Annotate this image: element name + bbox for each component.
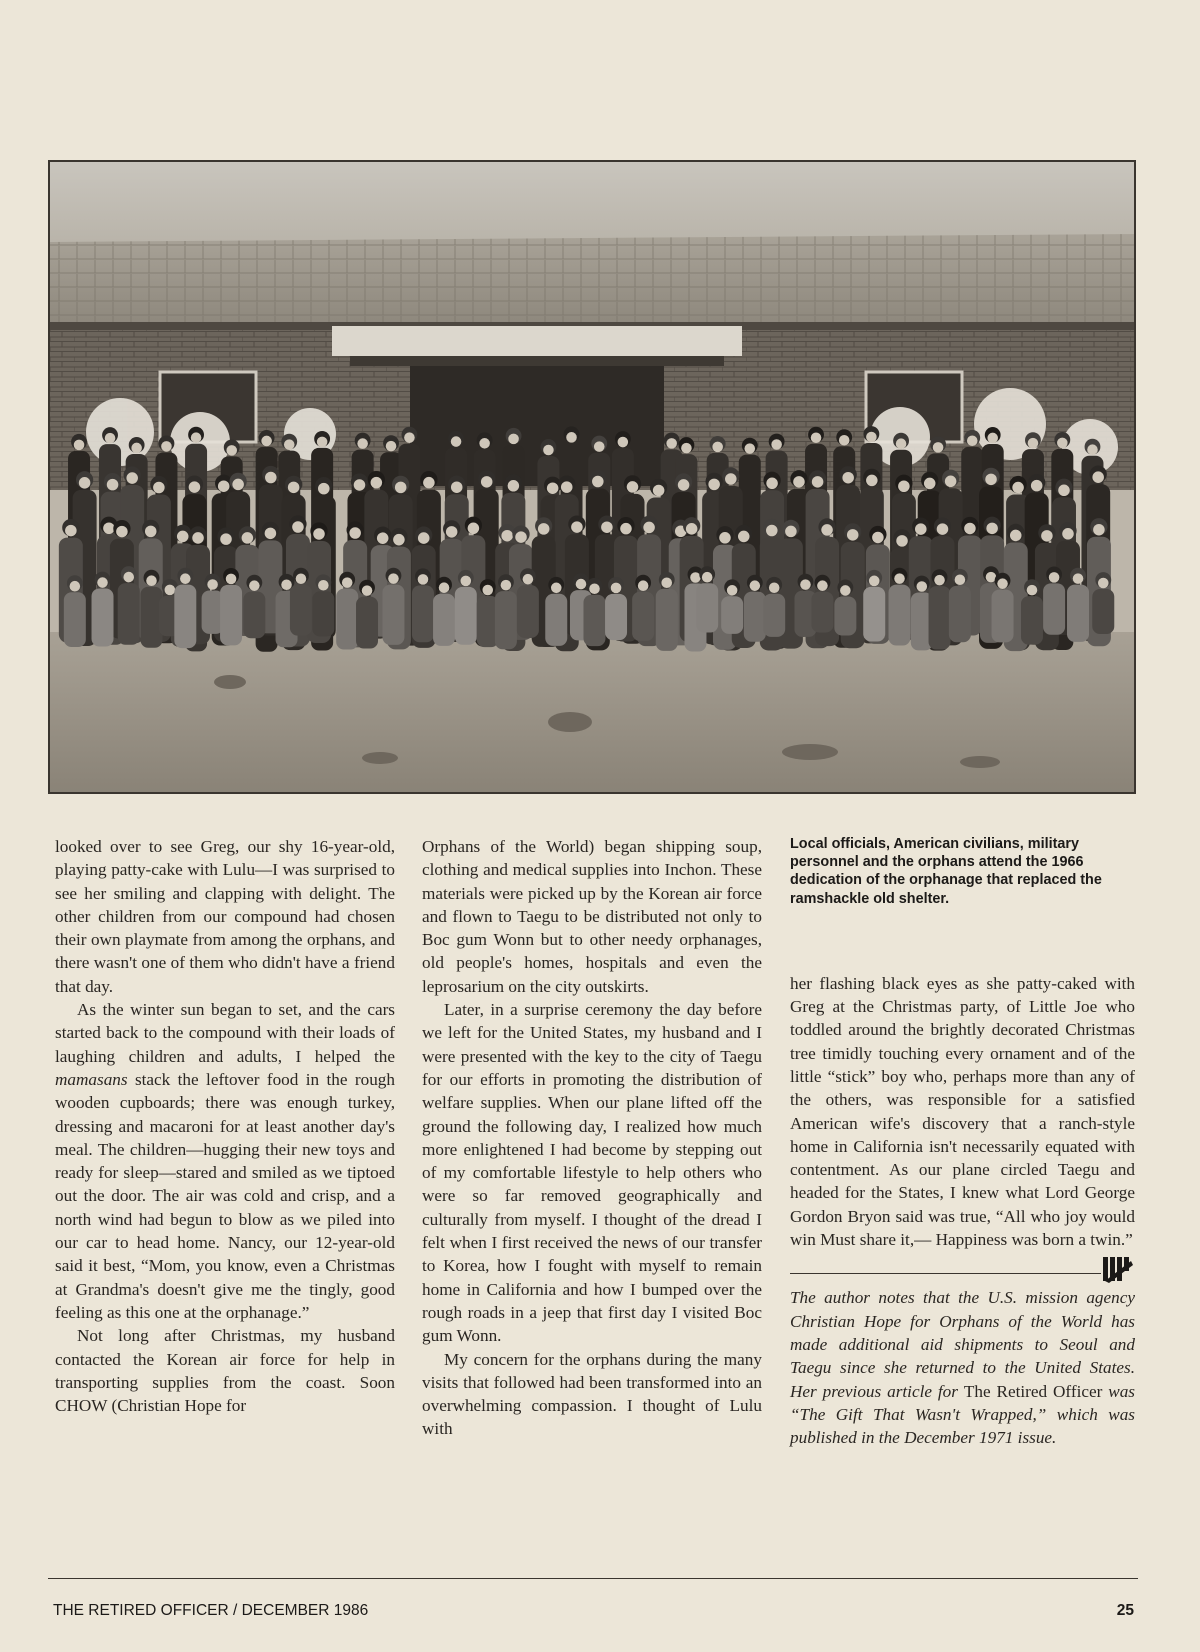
person-figure — [1021, 596, 1043, 644]
person-figure — [312, 591, 334, 636]
person-face — [1027, 585, 1038, 596]
person-face — [189, 481, 201, 493]
person-face — [661, 577, 672, 588]
person-figure — [605, 594, 627, 640]
person-face — [872, 532, 884, 544]
person-face — [538, 523, 550, 535]
person-face — [153, 482, 165, 494]
person-face — [515, 531, 527, 543]
author-note — [790, 1286, 1135, 1449]
person-figure — [1092, 589, 1114, 634]
person-face — [896, 535, 908, 547]
person-figure — [64, 592, 86, 647]
person-figure — [290, 585, 312, 636]
person-face — [817, 580, 828, 591]
person-face — [769, 582, 780, 593]
person-face — [226, 445, 237, 456]
person-face — [318, 483, 330, 495]
person-face — [79, 477, 91, 489]
person-face — [894, 573, 905, 584]
person-face — [126, 472, 138, 484]
person-face — [933, 442, 944, 453]
person-face — [678, 479, 690, 491]
footer-publication-title: THE RETIRED OFFICER / DECEMBER 1986 — [53, 1602, 369, 1619]
person-face — [601, 521, 613, 533]
person-face — [249, 580, 260, 591]
person-face — [1041, 530, 1053, 542]
person-face — [404, 432, 415, 443]
person-face — [842, 472, 854, 484]
sky — [50, 162, 1134, 242]
person-face — [866, 432, 877, 443]
person-face — [393, 534, 405, 546]
person-face — [571, 521, 583, 533]
person-face — [349, 527, 361, 539]
person-face — [690, 572, 701, 583]
person-face — [627, 481, 639, 493]
ground — [50, 632, 1134, 792]
person-face — [131, 443, 142, 454]
person-face — [594, 441, 605, 452]
person-face — [618, 437, 629, 448]
person-face — [869, 576, 880, 587]
person-face — [180, 573, 191, 584]
person-face — [242, 532, 254, 544]
person-figure — [834, 596, 856, 635]
entrance-canopy — [332, 326, 742, 356]
person-face — [317, 437, 328, 448]
person-face — [839, 435, 850, 446]
person-face — [543, 445, 554, 456]
person-face — [611, 583, 622, 594]
person-face — [1062, 528, 1074, 540]
person-figure — [455, 587, 477, 645]
person-face — [116, 526, 128, 538]
person-face — [898, 480, 910, 492]
person-face — [508, 434, 519, 445]
person-figure — [517, 585, 539, 638]
author-note-text: The author notes that the U.S. mission agency Christian Hope for Orphans of the World has made additional aid shipments to Seoul and Taegu since she returned to the United States. Her previous article for — [790, 1288, 1135, 1401]
article-column-1 — [55, 835, 395, 1417]
person-face — [840, 585, 851, 596]
person-face — [418, 574, 429, 585]
person-face — [1010, 530, 1022, 542]
person-face — [265, 528, 277, 540]
person-face — [418, 532, 430, 544]
person-figure — [863, 587, 885, 642]
person-face — [896, 438, 907, 449]
person-figure — [433, 594, 455, 646]
person-face — [265, 472, 277, 484]
person-figure — [721, 596, 743, 634]
person-face — [686, 523, 698, 535]
page-number: 25 — [1116, 1602, 1134, 1619]
person-face — [566, 432, 577, 443]
person-figure — [889, 585, 911, 646]
person-face — [866, 475, 878, 487]
person-face — [165, 585, 176, 596]
person-face — [945, 476, 957, 488]
magazine-end-mark-icon — [1101, 1255, 1135, 1285]
person-face — [771, 439, 782, 450]
person-face — [589, 583, 600, 594]
person-face — [523, 574, 534, 585]
article-paragraph: Later, in a surprise ceremony the day before we left for the United States, my husband and I were presented with the key to the city of Taegu for our efforts in promoting the distribution of welfare supplies. When our plane lifted off the ground the following day, I realized how much more enlightened I had become by stepping out of my comfortable lifestyle to help others who were so far removed geographically and culturally from myself. I thought of the dread I felt when I first received the news of our transfer to Korea, how I fought with myself to remain home in California and how I bumped over the rough roads in a jeep that first day I visited Boc gum Wonn. — [422, 1000, 762, 1346]
person-figure — [811, 592, 833, 633]
person-figure — [632, 592, 654, 641]
person-face — [916, 581, 927, 592]
person-figure — [545, 594, 567, 646]
person-face — [479, 438, 490, 449]
person-face — [551, 583, 562, 594]
person-face — [501, 580, 512, 591]
person-face — [468, 523, 480, 535]
person-face — [207, 579, 218, 590]
person-face — [997, 578, 1008, 589]
person-face — [377, 532, 389, 544]
person-face — [1012, 482, 1024, 494]
person-face — [702, 572, 713, 583]
person-face — [220, 533, 232, 545]
person-face — [750, 580, 761, 591]
person-face — [103, 522, 115, 534]
person-face — [1098, 578, 1109, 589]
author-note-divider — [790, 1273, 1101, 1274]
article-closing-text: her flashing black eyes as she patty-caked with Greg at the Christmas party, of Little Joe who toddled around the brightly decorated Christmas tree timidly touching every ornament and of the little “stick” boy who, perhaps more than any of the others, was responsible for a satisfied American wife's discovery that a ranch-style home in California isn't necessarily equated with contentment. As our plane circled Taegu and headed for the States, I knew what Lord George Gordon Bryon said was true, “All who joy would win Must share it,— Happiness was born a twin.” — [790, 973, 1135, 1250]
person-face — [964, 523, 976, 535]
italic-term: mamasans — [55, 1069, 128, 1089]
person-face — [638, 580, 649, 591]
person-face — [423, 477, 435, 489]
person-face — [446, 526, 458, 538]
article-paragraph: Not long after Christmas, my husband contacted the Korean air force for help in transporting supplies from the coast. Soon CHOW (Christian Hope for — [55, 1326, 395, 1416]
person-figure — [583, 595, 605, 646]
person-face — [281, 579, 292, 590]
person-figure — [174, 585, 196, 648]
person-face — [1092, 471, 1104, 483]
person-face — [461, 576, 472, 587]
person-face — [576, 579, 587, 590]
person-face — [712, 442, 723, 453]
person-face — [105, 433, 116, 444]
person-face — [161, 441, 172, 452]
person-face — [800, 579, 811, 590]
person-face — [821, 524, 833, 536]
person-face — [288, 482, 300, 494]
person-face — [192, 532, 204, 544]
person-figure — [412, 585, 434, 642]
person-face — [284, 439, 295, 450]
article-paragraph: looked over to see Greg, our shy 16-year-old, playing patty-cake with Lulu—I was surprised to see her smiling and clapping with delight. The other children from our compound had chosen their own playmate from among the orphans, and there wasn't one of them who didn't have a friend that day. — [55, 837, 395, 996]
person-face — [218, 480, 230, 492]
person-face — [738, 531, 750, 543]
person-face — [719, 532, 731, 544]
person-figure — [382, 585, 404, 645]
person-face — [620, 523, 632, 535]
person-face — [812, 476, 824, 488]
person-figure — [696, 583, 718, 632]
person-face — [811, 432, 822, 443]
person-figure — [744, 592, 766, 642]
person-face — [388, 573, 399, 584]
person-face — [1093, 524, 1105, 536]
person-face — [318, 580, 329, 591]
person-face — [386, 441, 397, 452]
person-face — [1049, 572, 1060, 583]
person-face — [967, 435, 978, 446]
person-face — [97, 577, 108, 588]
person-face — [481, 476, 493, 488]
article-paragraph-with-italic: As the winter sun began to set, and the cars started back to the compound with their loads of laughing children and adults, I helped the mamasans stack the leftover food in the rough wooden cupboards; there was enough turkey, dressing and macaroni for at least another day's meal. The children—hugging their new toys and ready for sleep—stared and smiled as we tiptoed out the door. The air was cold and crisp, and a north wind had begun to blow as we piled into our car to head home. Nancy, our 12-year-old said it best, “Mom, you know, even a Christmas at Grandma's doesn't give me the tingly, good feeling as this one at the orphanage.” — [55, 1000, 395, 1322]
article-paragraph: My concern for the orphans during the many visits that followed had been transformed into an overwhelming compassion. I thought of Lulu with — [422, 1349, 762, 1439]
person-face — [725, 473, 737, 485]
person-figure — [656, 589, 678, 651]
person-face — [681, 443, 692, 454]
person-figure — [220, 585, 242, 646]
person-face — [1073, 573, 1084, 584]
person-figure — [1067, 585, 1089, 642]
person-face — [395, 482, 407, 494]
person-face — [643, 522, 655, 534]
person-face — [592, 476, 604, 488]
person-figure — [1043, 583, 1065, 634]
footer-divider — [48, 1578, 1138, 1579]
person-face — [482, 585, 493, 596]
orphanage-dedication-photo — [50, 162, 1134, 792]
person-figure — [92, 589, 114, 647]
person-face — [1031, 480, 1043, 492]
person-face — [547, 482, 559, 494]
article-column-2 — [422, 835, 762, 1441]
person-face — [501, 530, 513, 542]
person-face — [1087, 444, 1098, 455]
person-face — [666, 438, 677, 449]
person-face — [561, 481, 573, 493]
person-face — [915, 523, 927, 535]
person-face — [296, 573, 307, 584]
person-face — [937, 523, 949, 535]
person-face — [451, 436, 462, 447]
person-face — [357, 438, 368, 449]
person-face — [785, 526, 797, 538]
person-face — [924, 478, 936, 490]
person-figure — [356, 597, 378, 649]
person-face — [934, 575, 945, 586]
person-figure — [243, 592, 265, 639]
photo-caption: Local officials, American civilians, military personnel and the orphans attend the 1966 dedication of the orphanage that replaced the ramshackle old shelter. — [790, 836, 1102, 907]
person-face — [451, 481, 463, 493]
person-figure — [118, 583, 140, 645]
person-face — [146, 575, 157, 586]
person-face — [313, 528, 325, 540]
person-face — [261, 436, 272, 447]
person-face — [986, 523, 998, 535]
publication-name: The Retired Officer — [963, 1381, 1103, 1401]
person-face — [362, 585, 373, 596]
person-face — [107, 479, 119, 491]
person-face — [727, 585, 738, 596]
person-face — [766, 525, 778, 537]
person-face — [123, 572, 134, 583]
article-column-3 — [790, 835, 1135, 1449]
person-face — [847, 529, 859, 541]
group-photo — [48, 160, 1136, 794]
person-face — [232, 479, 244, 491]
person-figure — [763, 594, 785, 637]
person-face — [1058, 485, 1070, 497]
person-face — [766, 478, 778, 490]
person-face — [354, 479, 366, 491]
person-face — [145, 526, 157, 538]
article-paragraph-final — [790, 972, 1135, 1252]
person-figure — [992, 590, 1014, 643]
person-figure — [929, 586, 951, 649]
person-face — [65, 525, 77, 537]
person-face — [955, 574, 966, 585]
person-face — [371, 477, 383, 489]
article-paragraph: Orphans of the World) began shipping soup, clothing and medical supplies into Inchon. These materials were picked up by the Korean air force and flown to Taegu to be distributed not only to Boc gum Wonn but to other needy orphanages, old people's homes, hospitals and even the leprosarium on the city outskirts. — [422, 837, 762, 996]
person-face — [226, 574, 237, 585]
person-face — [74, 440, 85, 451]
person-face — [987, 433, 998, 444]
person-face — [177, 531, 189, 543]
person-face — [708, 479, 720, 491]
person-face — [508, 480, 520, 492]
person-face — [1028, 438, 1039, 449]
person-face — [292, 521, 304, 533]
person-figure — [949, 586, 971, 643]
person-face — [1057, 438, 1068, 449]
person-face — [744, 443, 755, 454]
person-face — [191, 432, 202, 443]
person-face — [793, 476, 805, 488]
person-figure — [336, 589, 358, 650]
person-face — [653, 485, 665, 497]
person-figure — [495, 591, 517, 649]
person-face — [342, 577, 353, 588]
author-note-text-end: was “The Gift That Wasn't Wrapped,” which was published in the December 1971 issue. — [790, 1381, 1135, 1448]
person-face — [439, 582, 450, 593]
person-face — [70, 581, 81, 592]
person-face — [985, 474, 997, 486]
